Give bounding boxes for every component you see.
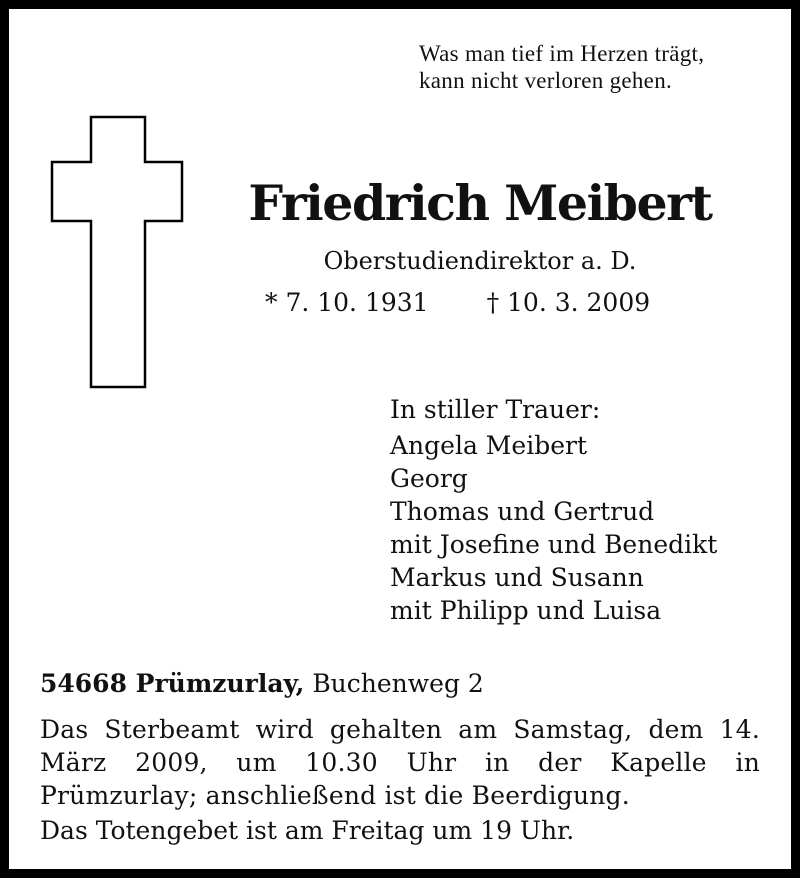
mourner-name: Georg <box>390 464 468 493</box>
deceased-name: Friedrich Meibert <box>248 174 712 232</box>
life-dates <box>265 284 650 322</box>
mourner-name: mit Philipp und Luisa <box>390 596 662 625</box>
mourning-heading: In stiller Trauer: <box>390 395 601 424</box>
cross-icon <box>50 115 184 389</box>
prayer-text: Das Totengebet ist am Freitag um 19 Uhr. <box>40 816 575 845</box>
funeral-text: Das Sterbeamt wird gehalten am Samstag, dem 14. März 2009, um 10.30 Uhr in der Kapelle in Prümzurlay; anschließend ist die Beerdigung. <box>40 715 760 810</box>
birth-date: * 7. 10. 1931 <box>265 288 429 317</box>
address-street: Buchenweg 2 <box>312 669 484 698</box>
deceased-title: Oberstudiendirektor a. D. <box>323 247 637 275</box>
mourner-name: Angela Meibert <box>390 431 587 460</box>
motto-line-1: Was man tief im Herzen trägt, <box>419 41 705 66</box>
motto <box>419 40 704 94</box>
address-place: 54668 Prümzurlay, <box>40 669 305 698</box>
mourners-block <box>390 393 717 627</box>
funeral-notice <box>40 713 760 847</box>
mourner-name: Markus und Susann <box>390 563 644 592</box>
address <box>40 665 484 703</box>
mourner-name: Thomas und Gertrud <box>390 497 655 526</box>
motto-line-2: kann nicht verloren gehen. <box>419 68 673 93</box>
death-date: † 10. 3. 2009 <box>486 288 651 317</box>
mourner-name: mit Josefine und Benedikt <box>390 530 718 559</box>
